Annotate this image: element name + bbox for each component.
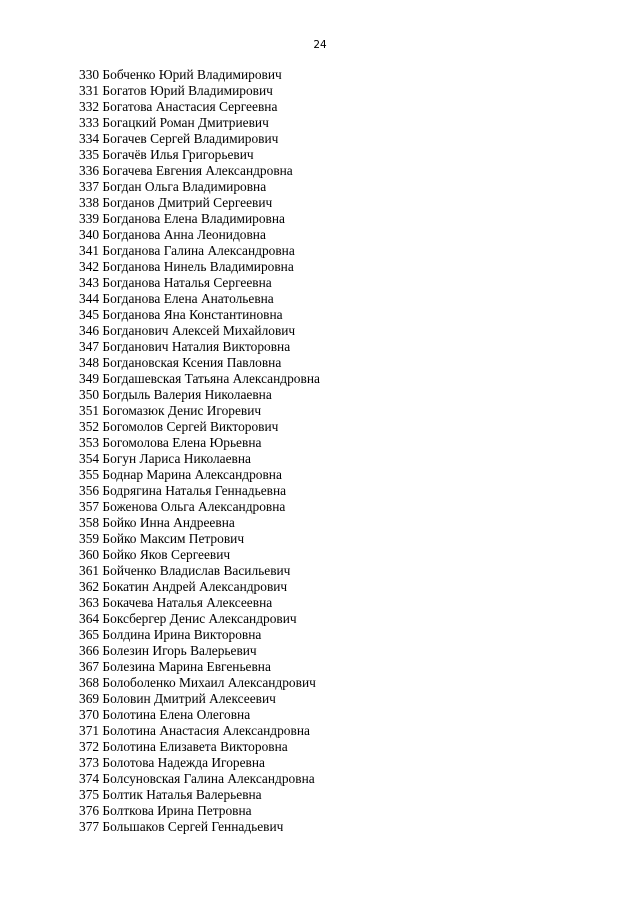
list-item: 350 Богдыль Валерия Николаевна — [79, 387, 272, 402]
list-item: 368 Болоболенко Михаил Александрович — [79, 675, 316, 690]
list-item: 373 Болотова Надежда Игоревна — [79, 755, 265, 770]
list-item: 369 Боловин Дмитрий Алексеевич — [79, 691, 276, 706]
list-item: 351 Богомазюк Денис Игоревич — [79, 403, 262, 418]
list-item: 365 Болдина Ирина Викторовна — [79, 627, 262, 642]
list-item: 358 Бойко Инна Андреевна — [79, 515, 235, 530]
list-item: 374 Болсуновская Галина Александровна — [79, 771, 315, 786]
list-item: 342 Богданова Нинель Владимировна — [79, 259, 294, 274]
list-item: 367 Болезина Марина Евгеньевна — [79, 659, 271, 674]
list-item: 335 Богачёв Илья Григорьевич — [79, 147, 254, 162]
list-item: 372 Болотина Елизавета Викторовна — [79, 739, 288, 754]
list-item: 347 Богданович Наталия Викторовна — [79, 339, 291, 354]
list-item: 341 Богданова Галина Александровна — [79, 243, 295, 258]
list-item: 348 Богдановская Ксения Павловна — [79, 355, 282, 370]
list-item: 340 Богданова Анна Леонидовна — [79, 227, 266, 242]
list-item: 357 Боженова Ольга Александровна — [79, 499, 286, 514]
page-number: 24 — [313, 39, 327, 51]
list-item: 343 Богданова Наталья Сергеевна — [79, 275, 272, 290]
list-item: 352 Богомолов Сергей Викторович — [79, 419, 279, 434]
list-item: 331 Богатов Юрий Владимирович — [79, 83, 273, 98]
list-item: 345 Богданова Яна Константиновна — [79, 307, 283, 322]
list-item: 355 Боднар Марина Александровна — [79, 467, 282, 482]
list-item: 338 Богданов Дмитрий Сергеевич — [79, 195, 273, 210]
list-item: 362 Бокатин Андрей Александрович — [79, 579, 288, 594]
list-item: 354 Богун Лариса Николаевна — [79, 451, 251, 466]
list-item: 375 Болтик Наталья Валерьевна — [79, 787, 262, 802]
list-item: 364 Боксбергер Денис Александрович — [79, 611, 297, 626]
list-item: 346 Богданович Алексей Михайлович — [79, 323, 296, 338]
list-item: 349 Богдашевская Татьяна Александровна — [79, 371, 320, 386]
list-item: 334 Богачев Сергей Владимирович — [79, 131, 279, 146]
list-item: 371 Болотина Анастасия Александровна — [79, 723, 310, 738]
list-item: 360 Бойко Яков Сергеевич — [79, 547, 231, 562]
list-item: 336 Богачева Евгения Александровна — [79, 163, 293, 178]
list-item: 339 Богданова Елена Владимировна — [79, 211, 285, 226]
list-item: 366 Болезин Игорь Валерьевич — [79, 643, 257, 658]
list-item: 344 Богданова Елена Анатольевна — [79, 291, 274, 306]
name-list — [79, 67, 320, 835]
list-item: 337 Богдан Ольга Владимировна — [79, 179, 267, 194]
list-item: 330 Бобченко Юрий Владимирович — [79, 67, 282, 82]
list-item: 332 Богатова Анастасия Сергеевна — [79, 99, 278, 114]
list-item: 377 Большаков Сергей Геннадьевич — [79, 819, 284, 834]
list-item: 359 Бойко Максим Петрович — [79, 531, 245, 546]
list-item: 370 Болотина Елена Олеговна — [79, 707, 251, 722]
list-item: 363 Бокачева Наталья Алексеевна — [79, 595, 273, 610]
list-item: 353 Богомолова Елена Юрьевна — [79, 435, 262, 450]
list-item: 376 Болткова Ирина Петровна — [79, 803, 252, 818]
list-item: 361 Бойченко Владислав Васильевич — [79, 563, 291, 578]
list-item: 356 Бодрягина Наталья Геннадьевна — [79, 483, 287, 498]
list-item: 333 Богацкий Роман Дмитриевич — [79, 115, 269, 130]
